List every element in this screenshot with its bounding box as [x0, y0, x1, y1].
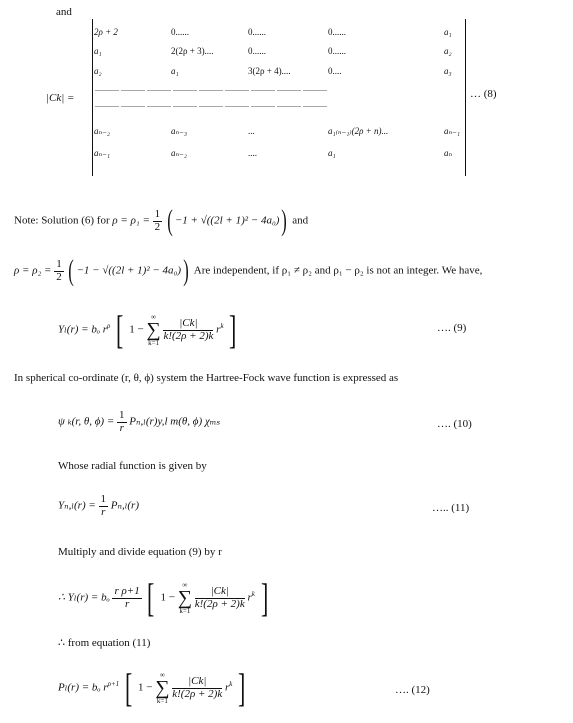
note-prefix: Note: Solution (6) for [14, 214, 110, 227]
eq12-rk: r [224, 681, 230, 694]
eq12-sup: ρ+1 [107, 679, 120, 688]
eq9-one-minus: 1 − [129, 323, 144, 336]
right-bracket: ] [238, 665, 246, 710]
rho2-expression: ρ = ρ₂ = [14, 264, 52, 277]
matrix-dots-row: ............ ............ ............ ............ ............ ............ ............ ............ ............ [95, 84, 327, 93]
eq10-denominator: r [119, 421, 124, 434]
matrix-cell: 3(2ρ + 4).... [248, 66, 291, 76]
left-paren: ( [167, 204, 173, 237]
matrix-cell: .... [248, 148, 257, 158]
eqm-lhs: ∴ Yₗ(r) = bₒ [58, 591, 110, 604]
eq12-inner-fraction [172, 676, 222, 700]
eq11-denominator: r [101, 505, 106, 518]
matrix-cell: aₙ₋₂ [94, 126, 111, 136]
eq9-numerator: |Ck| [163, 318, 213, 331]
rho1-expression: ρ = ρ₁ = [112, 214, 150, 227]
half-fraction [153, 209, 163, 233]
sigma-icon: ∞ ∑ k=1 [177, 580, 193, 615]
eq9-sup: ρ [107, 321, 111, 330]
equation-number-9: …. (9) [437, 322, 467, 334]
radial-paragraph: Whose radial function is given by [58, 460, 207, 472]
matrix-cell: 0.... [328, 66, 342, 76]
eq9-rk: r [216, 323, 221, 336]
matrix-cell: aₙ₋₁ [94, 148, 111, 158]
matrix-dots-row: ............ ............ ............ ............ ............ ............ ............ ............ ............ [95, 100, 327, 109]
matrix-label: |Ck| = [46, 92, 75, 104]
half-numerator: 1 [154, 207, 161, 220]
eq11-rhs: Pₙ,ₗ(r) [110, 499, 139, 512]
eq10-lhs: ψ ₖ(r, θ, ϕ) = [58, 415, 115, 428]
matrix-cell: aₙ₋₂ [171, 148, 188, 158]
matrix-cell: aₙ [444, 148, 453, 158]
left-paren: ( [68, 254, 75, 287]
eqm-rk-sup: k [251, 589, 255, 598]
matrix-cell: a₁ [171, 66, 179, 76]
spherical-paragraph: In spherical co-ordinate (r, θ, ϕ) system the Hartree-Fock wave function is expressed as [14, 372, 399, 384]
sigma-icon: ∞ ∑ k=1 [146, 312, 161, 347]
eq10-fraction [117, 410, 127, 434]
matrix-cell: a₂ [444, 46, 452, 56]
rho2-line [14, 256, 482, 286]
matrix-cell: a₁₍ₙ₋₁₎(2ρ + n)... [328, 126, 389, 136]
half-denominator: 2 [56, 270, 62, 283]
matrix-cell: 2(2ρ + 3).... [171, 46, 214, 56]
sum-bottom: k=1 [156, 696, 168, 705]
matrix-cell: aₙ₋₃ [171, 126, 188, 136]
half-denominator: 2 [154, 220, 161, 233]
eqm-fraction [112, 586, 141, 610]
note-line [14, 206, 308, 236]
matrix-cell: a₁ [94, 46, 102, 56]
eqm-inner-numerator: |Ck| [195, 586, 245, 599]
from-equation-paragraph: ∴ from equation (11) [58, 637, 151, 649]
half-numerator: 1 [56, 257, 62, 270]
sum-bottom: k=1 [179, 606, 191, 615]
sigma-icon: ∞ ∑ k=1 [155, 670, 170, 705]
eq9-lhs: Yₗ(r) = bₒ r [58, 323, 107, 336]
equation-number-8: … (8) [470, 88, 497, 100]
eq12-inner-numerator: |Ck| [172, 676, 222, 689]
matrix-cell: ... [248, 126, 255, 136]
matrix-cell: 2ρ + 2 [94, 27, 118, 37]
eq11-lhs: Yₙ,ₗ(r) = [58, 499, 96, 512]
right-paren: ) [183, 254, 189, 287]
rho2-body: −1 − √((2l + 1)² − 4a₀) [76, 264, 182, 277]
sum-bottom: k=1 [148, 338, 160, 347]
right-bracket: ] [260, 575, 268, 620]
right-bracket: ] [229, 307, 237, 352]
multiply-paragraph: Multiply and divide equation (9) by r [58, 546, 222, 558]
right-paren: ) [281, 204, 288, 237]
eq12-one-minus: 1 − [138, 681, 153, 694]
equation-number-11: ….. (11) [432, 502, 470, 514]
half-fraction [54, 259, 64, 283]
left-bracket: [ [147, 575, 155, 620]
eq12-rk-sup: k [229, 679, 233, 688]
eq11-numerator: 1 [100, 493, 107, 505]
matrix-cell: 0...... [328, 46, 346, 56]
sum-top: ∞ [151, 312, 157, 321]
matrix-cell: 0...... [248, 46, 266, 56]
eqm-numerator: r ρ+1 [114, 584, 140, 597]
matrix-cell: a₁ [444, 27, 452, 37]
eq9-denominator: k!(2ρ + 2)k [163, 329, 214, 342]
eqm-one-minus: 1 − [160, 591, 175, 604]
eqm-inner-denominator: k!(2ρ + 2)k [194, 597, 245, 610]
matrix-cell: a₁ [328, 148, 336, 158]
matrix-left-bar [92, 19, 93, 176]
matrix-cell: a₂ [94, 66, 102, 76]
matrix-right-bar [465, 19, 466, 176]
left-bracket: [ [116, 307, 124, 352]
eq10-rhs: Pₙ,ₗ(r)y,l m(θ, ϕ) χₘₛ [129, 415, 221, 428]
sum-top: ∞ [159, 670, 165, 679]
matrix-cell: 0...... [248, 27, 266, 37]
eqm-denominator: r [124, 597, 130, 610]
note-suffix: and [292, 214, 309, 227]
equation-10 [58, 410, 220, 434]
sum-top: ∞ [182, 580, 188, 589]
eq11-fraction [99, 494, 109, 518]
equation-12 [58, 665, 248, 710]
matrix-cell: a₃ [444, 66, 452, 76]
matrix-cell: 0...... [171, 27, 189, 37]
rho1-body: −1 + √((2l + 1)² − 4a₀) [174, 214, 280, 227]
eqm-inner-fraction [195, 586, 245, 610]
equation-multiplied [58, 575, 271, 620]
eq12-inner-denominator: k!(2ρ + 2)k [172, 687, 223, 700]
left-bracket: [ [124, 665, 133, 710]
eq10-numerator: 1 [119, 409, 125, 421]
eq12-lhs: Pₗ(r) = bₒ r [58, 681, 108, 694]
matrix-cell: 0...... [328, 27, 346, 37]
equation-11 [58, 494, 139, 518]
matrix-cell: aₙ₋₁ [444, 126, 461, 136]
rho2-text: Are independent, if ρ₁ ≠ ρ₂ and ρ₁ − ρ₂ is not an integer. We have, [193, 264, 483, 277]
equation-number-12: …. (12) [395, 684, 430, 696]
equation-number-10: …. (10) [437, 418, 472, 430]
eq9-rk-sup: k [220, 321, 224, 330]
eq9-fraction [163, 318, 213, 342]
eqm-rk: r [247, 591, 252, 604]
intro-and: and [56, 6, 72, 18]
equation-9 [58, 307, 240, 352]
